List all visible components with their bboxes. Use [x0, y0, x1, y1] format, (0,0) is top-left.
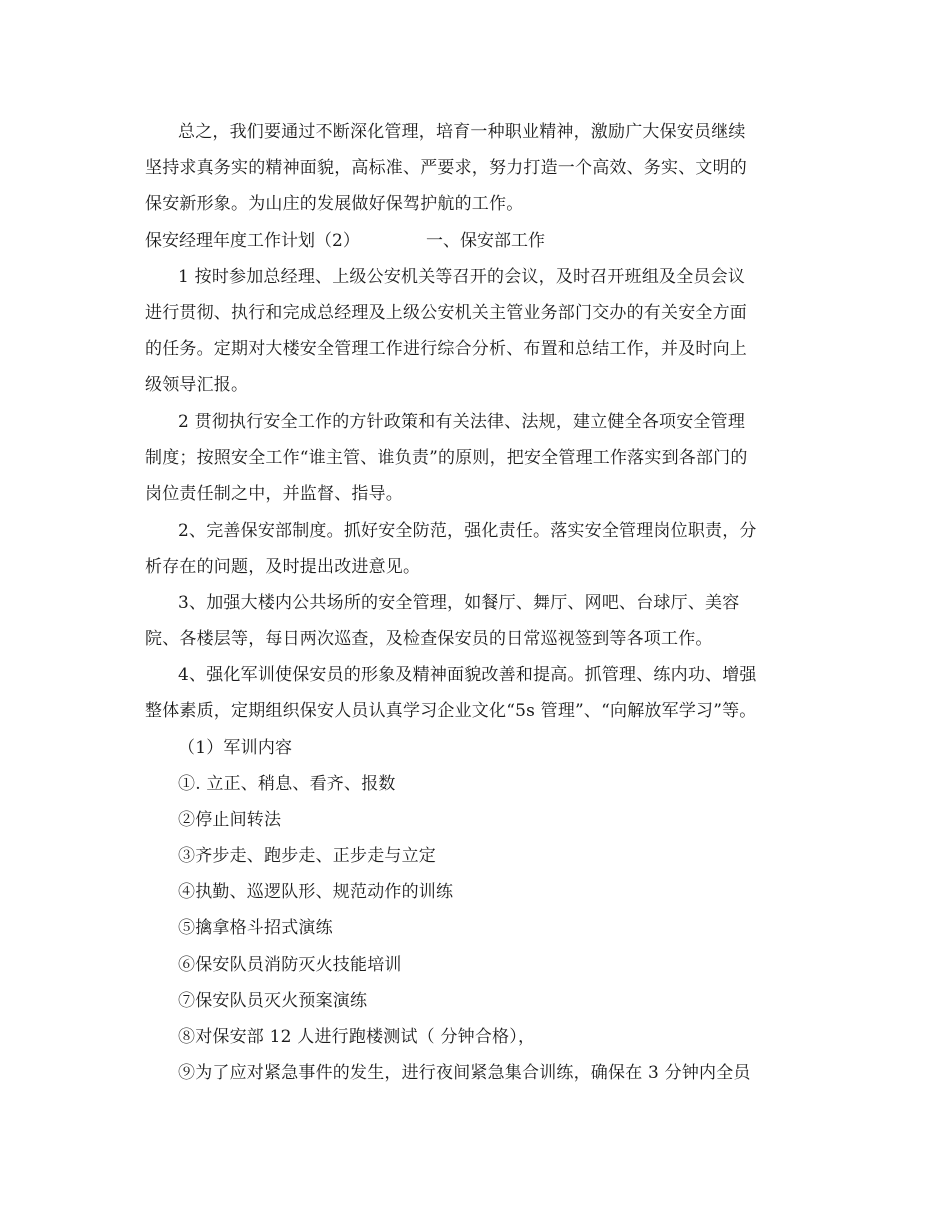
- paragraph-2-line-2: 进行贯彻、执行和完成总经理及上级公安机关主管业务部门交办的有关安全方面: [145, 303, 747, 323]
- list-item: ①. 立正、稍息、看齐、报数: [178, 774, 396, 794]
- paragraph-5-line-2: 院、各楼层等，每日两次巡查，及检查保安员的日常巡视签到等各项工作。: [145, 629, 713, 649]
- paragraph-1-line-2: 坚持求真务实的精神面貌，高标准、严要求，努力打造一个高效、务实、文明的: [145, 158, 747, 178]
- paragraph-3-line-1: 2 贯彻执行安全工作的方针政策和有关法律、法规，建立健全各项安全管理: [178, 412, 746, 432]
- list-item: ④执勤、巡逻队形、规范动作的训练: [178, 882, 454, 902]
- paragraph-4-line-1: 2、完善保安部制度。抓好安全防范，强化责任。落实安全管理岗位职责，分: [178, 521, 757, 541]
- paragraph-4-line-2: 析存在的问题，及时提出改进意见。: [145, 557, 421, 577]
- list-heading: （1）军训内容: [178, 738, 293, 758]
- list-item: ②停止间转法: [178, 810, 282, 830]
- paragraph-5-line-1: 3、加强大楼内公共场所的安全管理，如餐厅、舞厅、网吧、台球厅、美容: [178, 593, 740, 613]
- paragraph-2-line-1: 1 按时参加总经理、上级公安机关等召开的会议，及时召开班组及全员会议: [178, 267, 746, 287]
- paragraph-2-line-3: 的任务。定期对大楼安全管理工作进行综合分析、布置和总结工作，并及时向上: [145, 339, 747, 359]
- list-item: ⑤擒拿格斗招式演练: [178, 918, 333, 938]
- paragraph-2-line-4: 级领导汇报。: [145, 375, 249, 395]
- paragraph-6-line-1: 4、强化军训使保安员的形象及精神面貌改善和提高。抓管理、练内功、增强: [178, 665, 757, 685]
- paragraph-3-line-3: 岗位责任制之中，并监督、指导。: [145, 484, 403, 504]
- paragraph-3-line-2: 制度；按照安全工作“谁主管、谁负责”的原则，把安全管理工作落实到各部门的: [145, 448, 748, 468]
- paragraph-1-line-1: 总之，我们要通过不断深化管理，培育一种职业精神，激励广大保安员继续: [178, 122, 746, 142]
- list-item: ③齐步走、跑步走、正步走与立定: [178, 846, 436, 866]
- list-item: ⑥保安队员消防灭火技能培训: [178, 955, 402, 975]
- list-item: ⑨为了应对紧急事件的发生，进行夜间紧急集合训练，确保在 3 分钟内全员: [178, 1063, 751, 1083]
- paragraph-1-line-3: 保安新形象。为山庄的发展做好保驾护航的工作。: [145, 194, 524, 214]
- section-title: 保安经理年度工作计划（2）: [145, 231, 360, 251]
- list-item: ⑧对保安部 12 人进行跑楼测试（ 分钟合格），: [178, 1027, 536, 1047]
- paragraph-6-line-2: 整体素质，定期组织保安人员认真学习企业文化“5s 管理”、“向解放军学习”等。: [145, 701, 757, 721]
- section-subtitle: 一、保安部工作: [426, 231, 545, 251]
- list-item: ⑦保安队员灭火预案演练: [178, 991, 368, 1011]
